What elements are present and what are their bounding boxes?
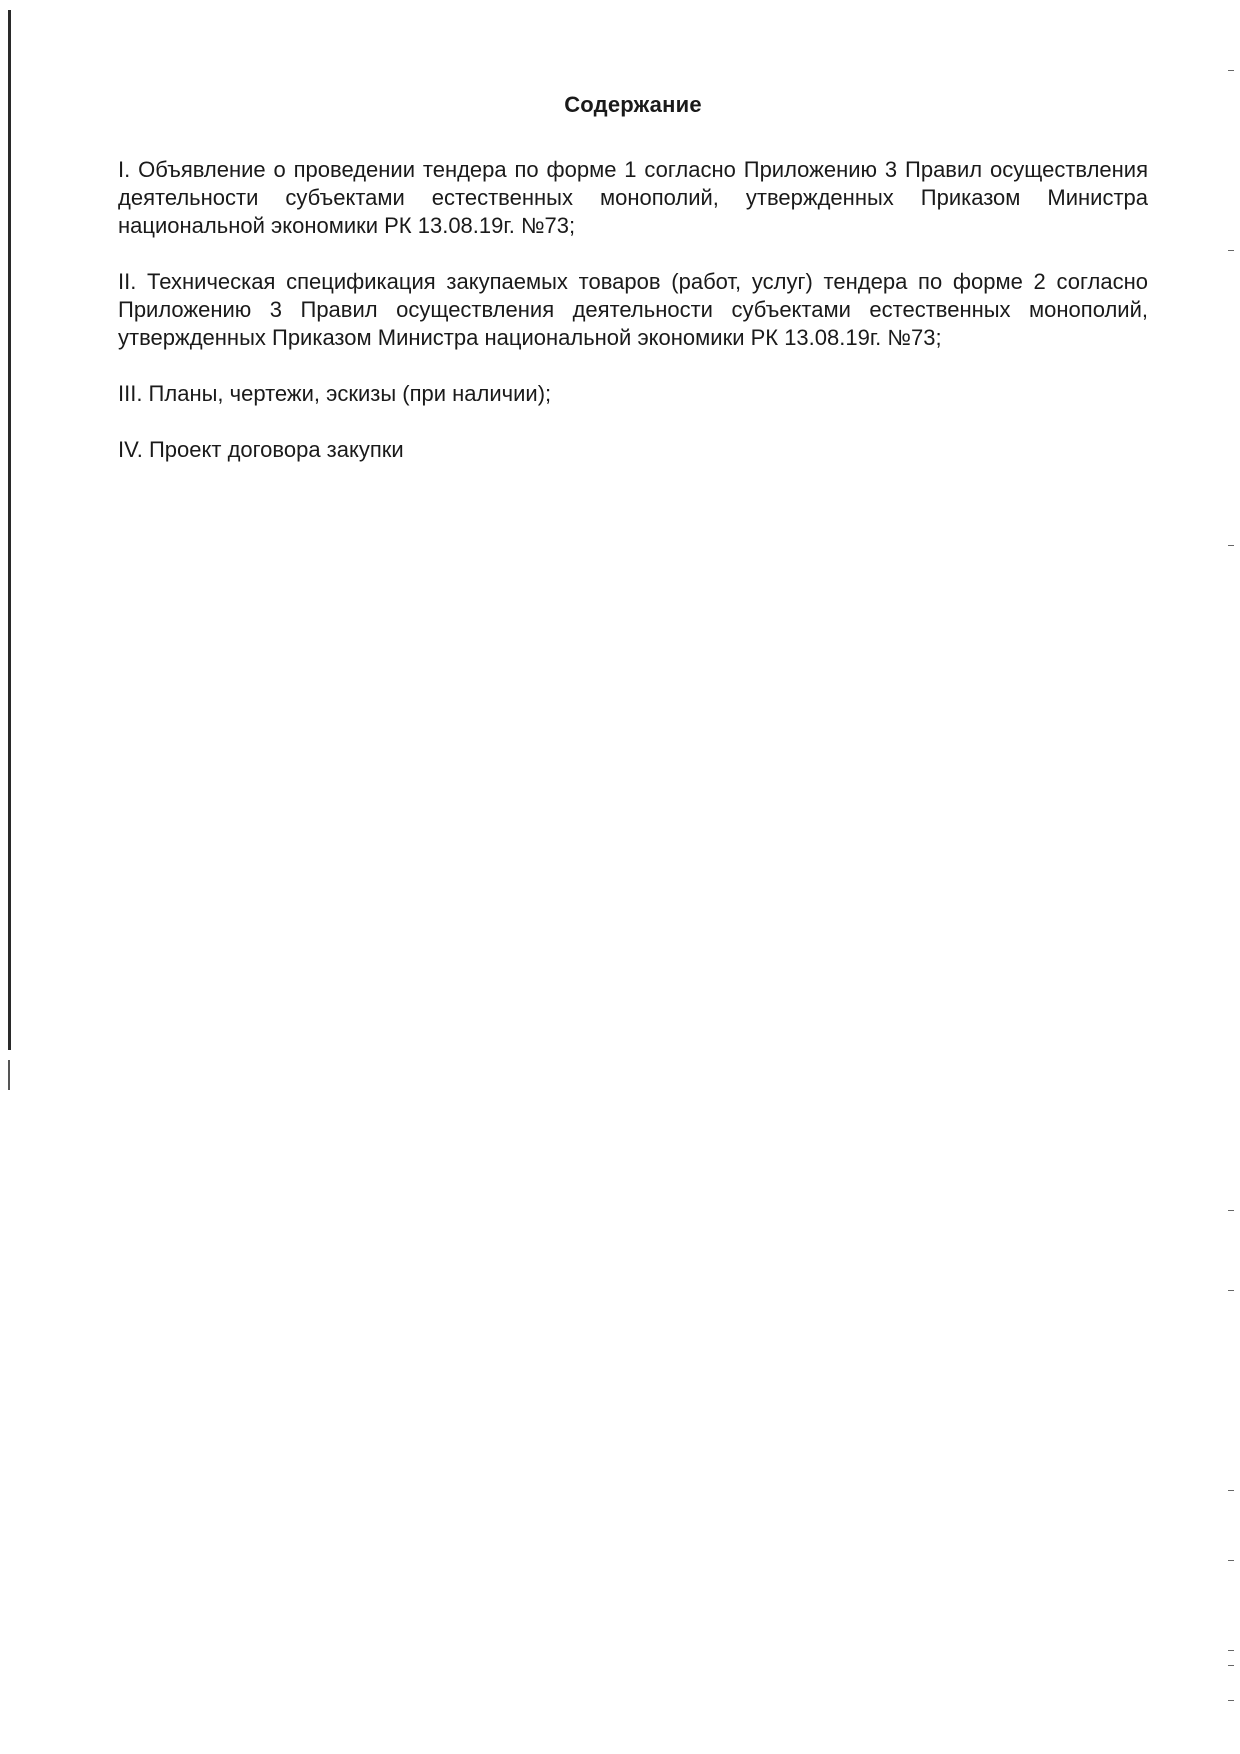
scan-speck xyxy=(1228,250,1234,251)
contents-item-3: III. Планы, чертежи, эскизы (при наличии); xyxy=(118,381,552,406)
scan-speck xyxy=(1228,1490,1234,1491)
scan-speck xyxy=(1228,1290,1234,1291)
contents-item-1: I. Объявление о проведении тендера по форме 1 согласно Приложению 3 Правил осуществления деятельности субъектами естественных монополий, утвержденных Приказом Министра национальной экономики РК 13.08.19г. №73; xyxy=(118,157,1148,238)
contents-item-4: IV. Проект договора закупки xyxy=(118,437,404,462)
scan-edge-mark xyxy=(8,1060,10,1090)
scan-speck xyxy=(1228,1210,1234,1211)
scan-edge-mark xyxy=(8,10,11,1050)
scan-speck xyxy=(1228,1700,1234,1701)
scan-speck xyxy=(1228,545,1234,546)
scan-speck xyxy=(1228,1560,1234,1561)
scan-speck xyxy=(1228,70,1234,71)
contents-item-2: II. Техническая спецификация закупаемых товаров (работ, услуг) тендера по форме 2 согласно Приложению 3 Правил осуществления деятельности субъектами естественных монополий, утвержденных Приказом Министра национальной экономики РК 13.08.19г. №73; xyxy=(118,269,1148,350)
scan-speck xyxy=(1228,1650,1234,1651)
page-title: Содержание xyxy=(564,92,702,117)
scan-speck xyxy=(1228,1665,1234,1666)
table-of-contents xyxy=(118,92,1148,492)
